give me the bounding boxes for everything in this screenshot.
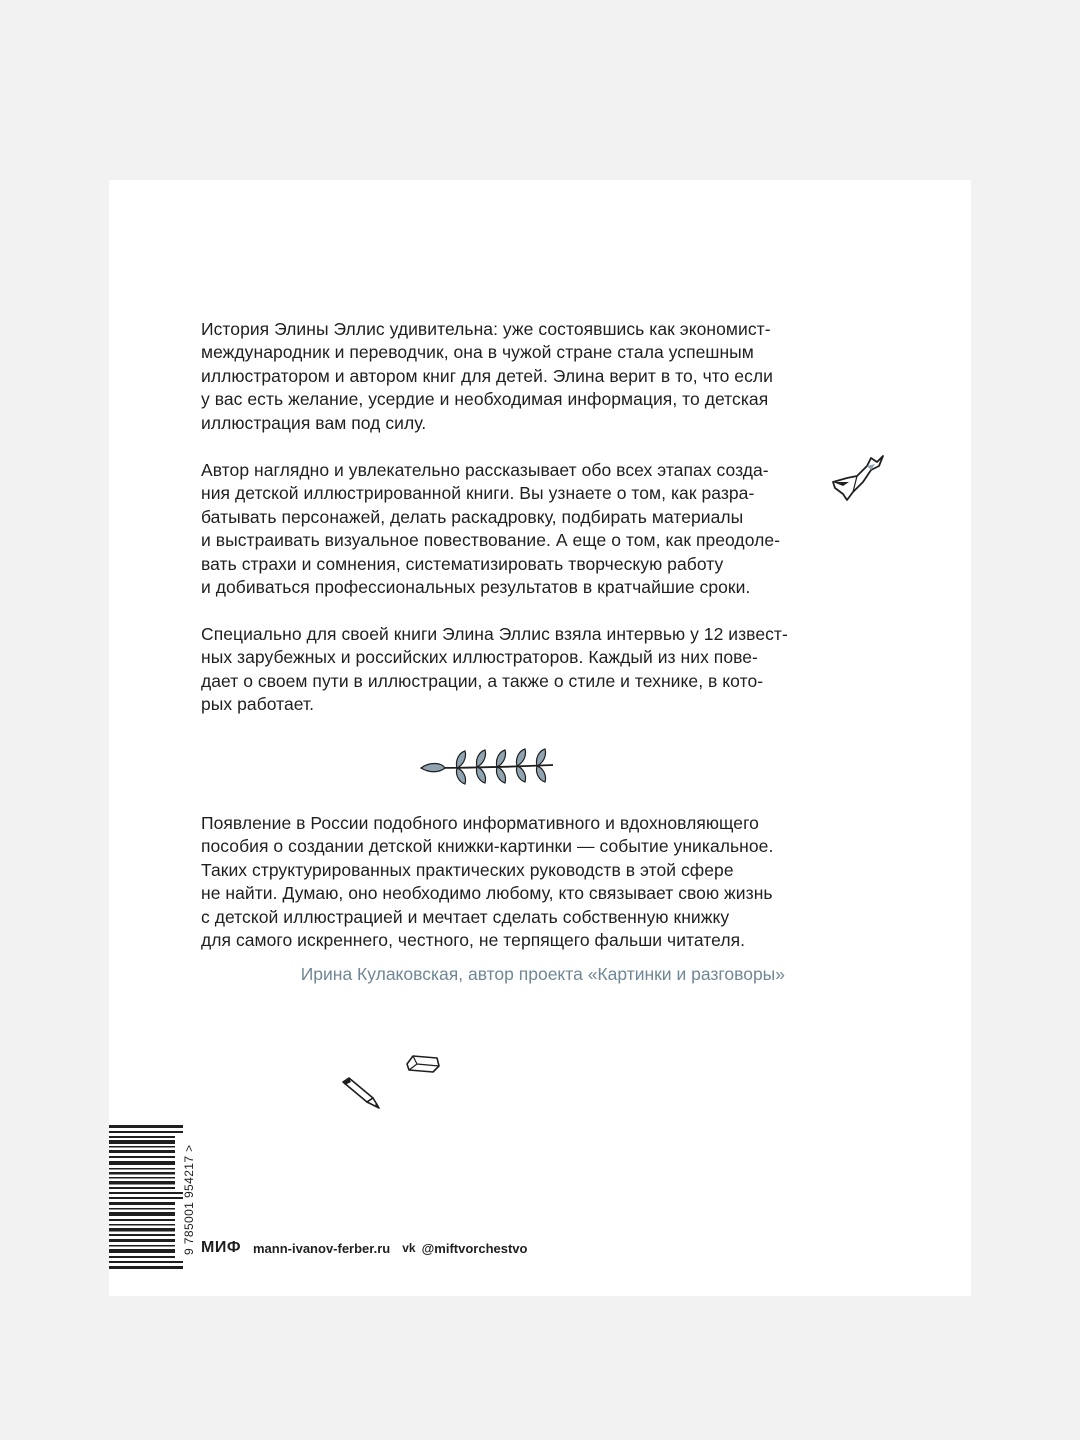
social-handle[interactable]: @miftvorchestvo xyxy=(421,1240,528,1256)
text-line: международник и переводчик, она в чужой стране стала успешным xyxy=(201,342,754,363)
book-back-cover xyxy=(109,180,971,1296)
website-link[interactable]: mann-ivanov-ferber.ru xyxy=(252,1240,391,1256)
review-quote xyxy=(201,812,821,952)
text-line: иллюстрация вам под силу. xyxy=(201,412,427,433)
text-line: с детской иллюстрацией и мечтает сделать собственную книжку xyxy=(201,906,730,927)
publisher-logo: МИФ xyxy=(201,1239,241,1256)
text-line: рых работает. xyxy=(201,694,315,715)
text-line: ния детской иллюстрированной книги. Вы узнаете о том, как разра- xyxy=(201,483,755,504)
paragraph-interviews xyxy=(201,623,801,717)
text-line: Автор наглядно и увлекательно рассказывает обо всех этапах созда- xyxy=(201,460,769,480)
text-line: Таких структурированных практических руководств в этой сфере xyxy=(201,859,734,880)
text-line: батывать персонажей, делать раскадровку, подбирать материалы xyxy=(201,506,744,527)
text-line: Появление в России подобного информативного и вдохновляющего xyxy=(201,813,759,833)
barcode-icon xyxy=(109,1125,183,1272)
text-line: и добиваться профессиональных результатов в кратчайшие сроки. xyxy=(201,577,751,598)
vk-icon: vk xyxy=(402,1241,416,1255)
text-line: иллюстратором и автором книг для детей. Элина верит в то, что если xyxy=(201,365,773,386)
leaf-sprig-icon xyxy=(419,748,555,788)
text-line: не найти. Думаю, оно необходимо любому, кто связывает свою жизнь xyxy=(201,883,773,904)
text-line: История Элины Эллис удивительна: уже состоявшись как экономист- xyxy=(201,319,771,339)
paragraph-stages xyxy=(201,459,801,599)
text-line: для самого искреннего, честного, не терпящего фальши читателя. xyxy=(201,930,746,951)
isbn-number: 9 785001 954217 > xyxy=(182,1144,196,1255)
text-line: и выстраивать визуальное повествование. А еще о том, как преодоле- xyxy=(201,530,781,551)
paragraph-intro xyxy=(201,318,801,435)
paper-cutout-icon xyxy=(827,452,887,504)
text-line: у вас есть желание, усердие и необходимая информация, то детская xyxy=(201,389,769,410)
eraser-icon xyxy=(405,1052,441,1076)
publisher-footer xyxy=(201,1237,527,1259)
text-line: Специально для своей книги Элина Эллис взяла интервью у 12 извест- xyxy=(201,624,788,644)
text-line: ных зарубежных и российских иллюстраторов. Каждый из них пове- xyxy=(201,647,758,668)
text-line: вать страхи и сомнения, систематизировать творческую работу xyxy=(201,553,724,574)
quote-attribution: Ирина Кулаковская, автор проекта «Картинки и разговоры» xyxy=(300,964,785,984)
pencil-icon xyxy=(339,1076,383,1110)
text-line: пособия о создании детской книжки-картинки — событие уникальное. xyxy=(201,836,774,857)
text-line: дает о своем пути в иллюстрации, а также о стиле и технике, в кото- xyxy=(201,670,764,691)
